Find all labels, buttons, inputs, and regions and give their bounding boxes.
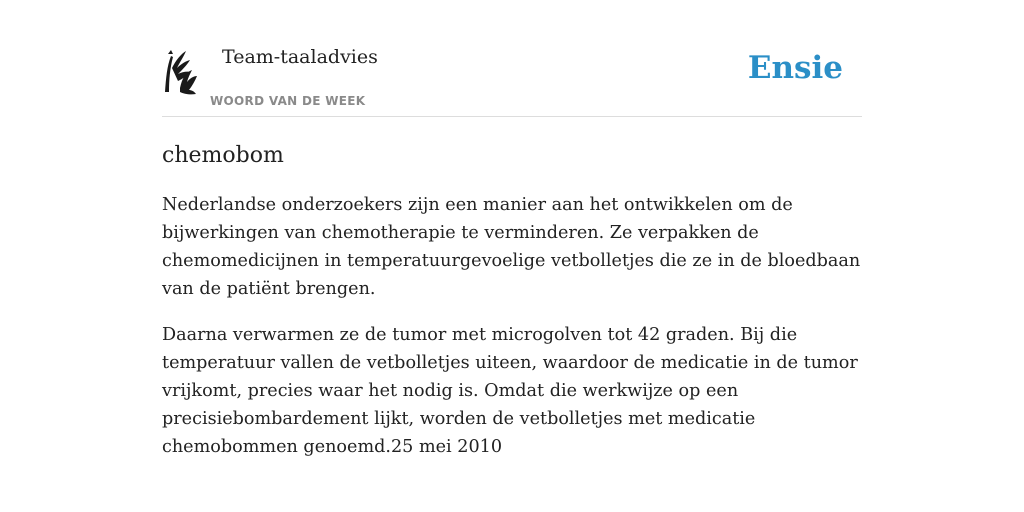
header xyxy=(162,0,862,117)
page xyxy=(162,0,862,461)
word-title: chemobom xyxy=(162,143,284,168)
paragraph-text-2: Daarna verwarmen ze de tumor met microgolven tot 42 graden. Bij die temperatuur vallen de vetbolletjes uiteen, waardoor de medicatie in de tumor vrijkomt, precies waar het nodig is. Omdat die werkwijze op een precisiebombardement lijkt, worden de vetbolletjes met medicatie chemobommen genoemd. xyxy=(162,325,858,457)
paragraph-text-1: Nederlandse onderzoekers zijn een manier aan het ontwikkelen om de bijwerkingen van chemotherapie te verminderen. Ze verpakken de chemomedicijnen in temperatuurgevoelige vetbolletjes die ze in de bloedbaan van de patiënt brengen. xyxy=(162,195,861,299)
article-paragraph-1 xyxy=(162,191,862,303)
lion-logo-icon xyxy=(162,48,200,96)
brand-logo[interactable]: Ensie xyxy=(747,50,843,86)
article-paragraph-2 xyxy=(162,321,862,461)
publication-date: 25 mei 2010 xyxy=(390,437,503,457)
org-name[interactable]: Team-taaladvies xyxy=(222,46,378,68)
section-label: WOORD VAN DE WEEK xyxy=(210,94,366,108)
